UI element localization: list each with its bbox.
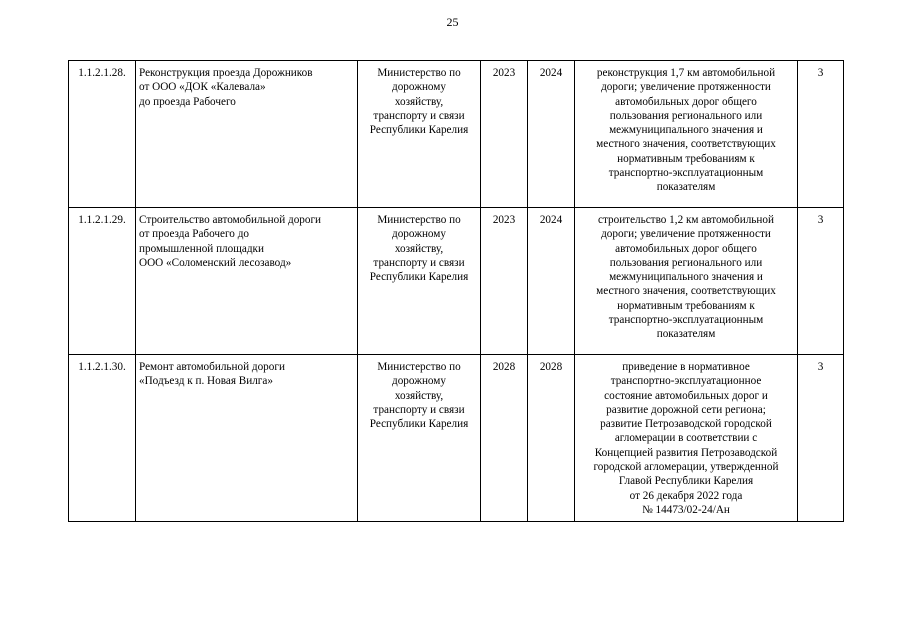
indicator-link-cell: 3 — [798, 355, 844, 522]
page-number: 25 — [446, 15, 459, 29]
row-number-cell: 1.1.2.1.30. — [69, 355, 136, 522]
table-row — [69, 208, 844, 355]
start-year-cell: 2028 — [481, 355, 528, 522]
executor-cell: Министерство по дорожному хозяйству, транспорту и связи Республики Карелия — [358, 61, 481, 208]
table-row — [69, 355, 844, 522]
measure-name-cell: Строительство автомобильной дороги от проезда Рабочего до промышленной площадки ООО «Соломенский лесозавод» — [136, 208, 358, 355]
expected-result-cell: строительство 1,2 км автомобильной дороги; увеличение протяженности автомобильных дорог общего пользования регионального или межмуниципального значения и местного значения, соответствующих нормативным требованиям к транспортно-эксплуатационным показателям — [575, 208, 798, 355]
measure-name-cell: Реконструкция проезда Дорожников от ООО «ДОК «Калевала» до проезда Рабочего — [136, 61, 358, 208]
executor-cell: Министерство по дорожному хозяйству, транспорту и связи Республики Карелия — [358, 208, 481, 355]
indicator-link-cell: 3 — [798, 61, 844, 208]
measure-name-cell: Ремонт автомобильной дороги «Подъезд к п. Новая Вилга» — [136, 355, 358, 522]
indicator-link-cell: 3 — [798, 208, 844, 355]
executor-cell: Министерство по дорожному хозяйству, транспорту и связи Республики Карелия — [358, 355, 481, 522]
end-year-cell: 2024 — [528, 61, 575, 208]
measures-table — [68, 60, 844, 522]
start-year-cell: 2023 — [481, 61, 528, 208]
expected-result-cell: реконструкция 1,7 км автомобильной дороги; увеличение протяженности автомобильных дорог общего пользования регионального или межмуниципального значения и местного значения, соответствующих нормативным требованиям к транспортно-эксплуатационным показателям — [575, 61, 798, 208]
start-year-cell: 2023 — [481, 208, 528, 355]
expected-result-cell: приведение в нормативное транспортно-эксплуатационное состояние автомобильных дорог и развитие дорожной сети региона; развитие Петрозаводской городской агломерации в соответствии с Концепцией развития Петрозаводской городской агломерации, утвержденной Главой Республики Карелия от 26 декабря 2022 года № 14473/02-24/Ан — [575, 355, 798, 522]
end-year-cell: 2024 — [528, 208, 575, 355]
row-number-cell: 1.1.2.1.29. — [69, 208, 136, 355]
end-year-cell: 2028 — [528, 355, 575, 522]
row-number-cell: 1.1.2.1.28. — [69, 61, 136, 208]
table-row — [69, 61, 844, 208]
